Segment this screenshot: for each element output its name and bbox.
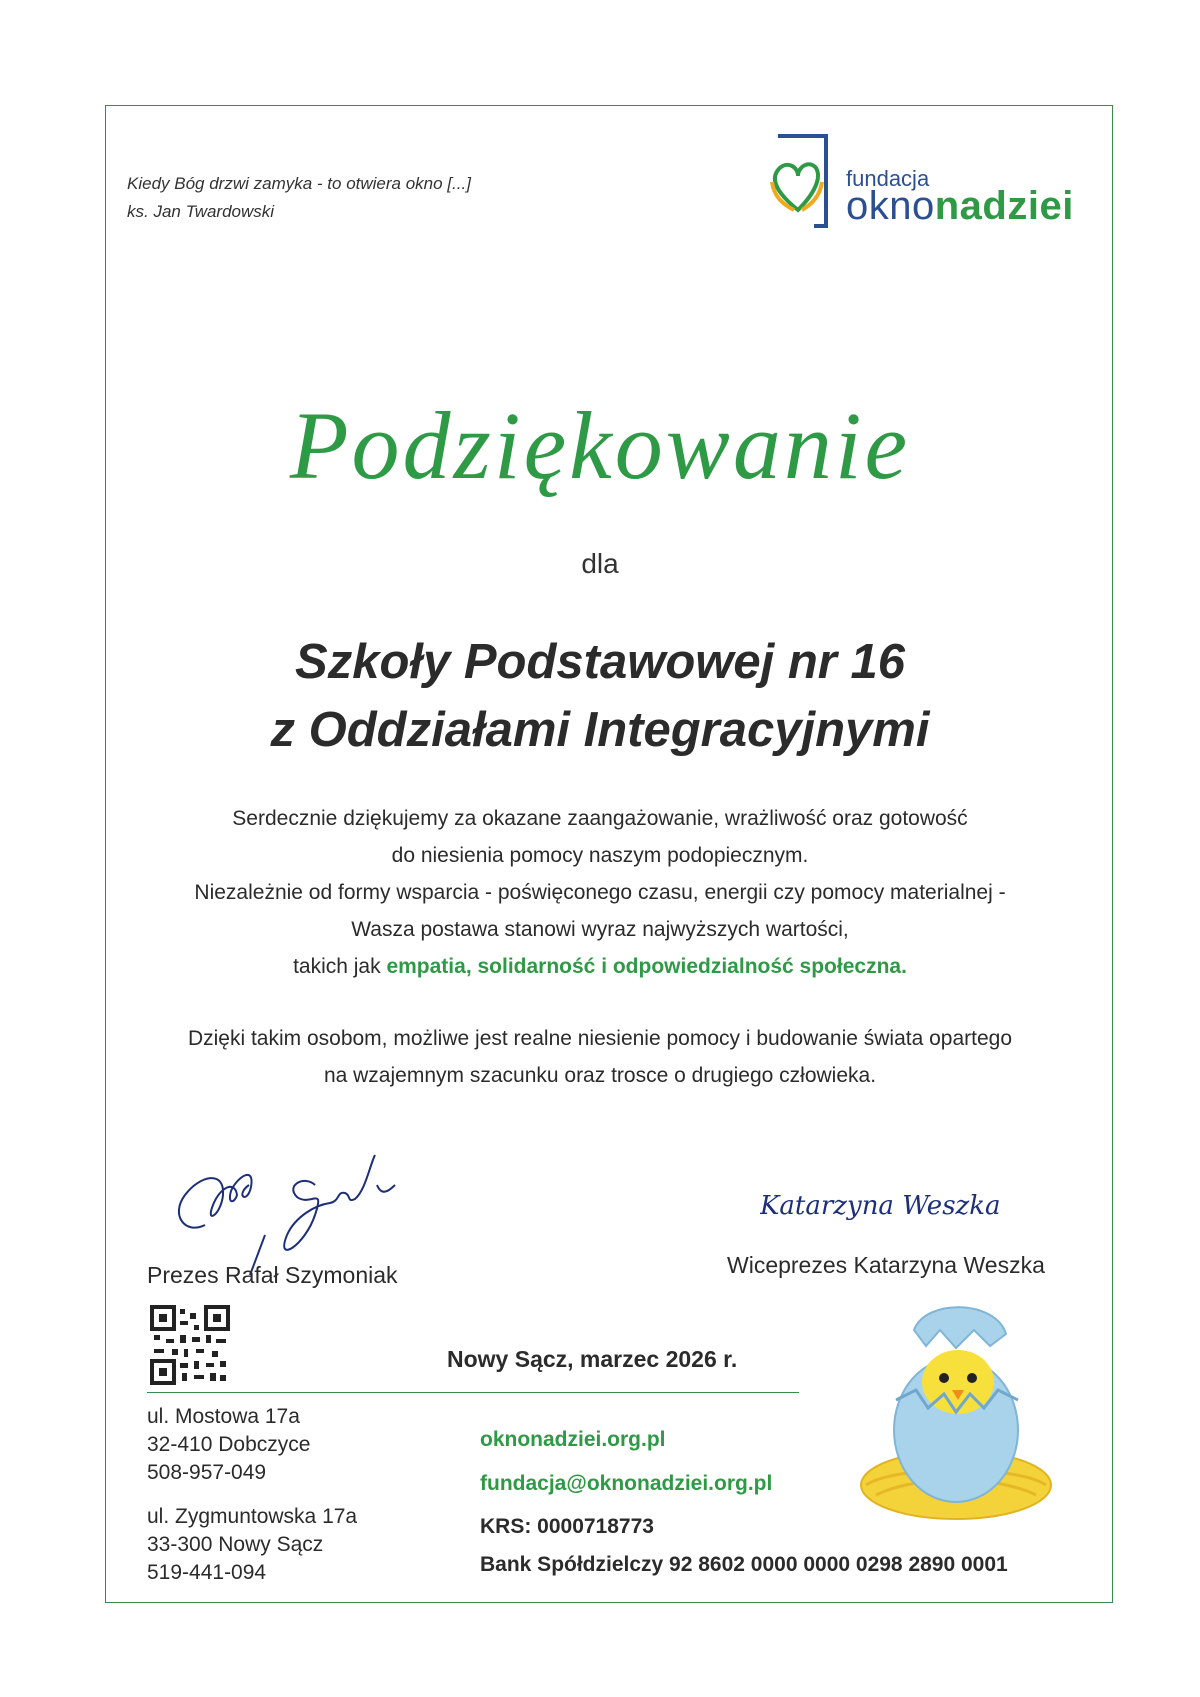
easter-chick-in-egg-illustration — [856, 1290, 1056, 1530]
place-and-date: Nowy Sącz, marzec 2026 r. — [447, 1346, 738, 1372]
vice-president-signature — [760, 1178, 1020, 1238]
thanks-line3: Niezależnie od formy wsparcia - poświęconego czasu, energii czy pomocy materialnej - — [194, 881, 1006, 904]
heart-hands-door-icon — [768, 132, 848, 232]
foundation-logo — [768, 132, 1088, 232]
quote-text: Kiedy Bóg drzwi zamyka - to otwiera okno [...] — [127, 174, 471, 193]
bank-account: Bank Spółdzielczy 92 8602 0000 0000 0298 2890 0001 — [480, 1553, 1008, 1576]
thanks-line4: Wasza postawa stanowi wyraz najwyższych wartości, — [351, 918, 849, 941]
logo-name-part2: nadziei — [934, 184, 1074, 228]
logo-name — [846, 184, 1074, 229]
for-label: dla — [581, 548, 619, 579]
vice-president-name: Wiceprezes Katarzyna Weszka — [727, 1252, 1045, 1278]
closing-paragraph — [0, 1020, 1200, 1094]
address-dobczyce — [147, 1403, 310, 1487]
recipient-name — [0, 628, 1200, 764]
recipient-line2: z Oddziałami Integracyjnymi — [270, 703, 930, 757]
footer-divider — [147, 1392, 799, 1393]
address-nowy-sacz-phone: 519-441-094 — [147, 1561, 267, 1584]
epigraph-quote — [127, 170, 471, 226]
logo-name-part1: okno — [846, 184, 935, 228]
logo-small-text: fundacja — [846, 166, 930, 191]
closing-line2: na wzajemnym szacunku oraz trosce o drugiego człowieka. — [323, 1064, 877, 1087]
values-highlight: empatia, solidarność i odpowiedzialność społeczna. — [386, 955, 907, 978]
address-nowy-sacz — [147, 1503, 357, 1587]
president-signature — [165, 1125, 465, 1275]
address-dobczyce-city: 32-410 Dobczyce — [147, 1433, 311, 1456]
vice-president-signature-text: Katarzyna Weszka — [760, 1191, 1001, 1221]
address-nowy-sacz-street: ul. Zygmuntowska 17a — [147, 1505, 358, 1528]
quote-author: ks. Jan Twardowski — [127, 202, 275, 221]
krs-number: KRS: 0000718773 — [480, 1515, 654, 1538]
email-link[interactable]: fundacja@oknonadziei.org.pl — [480, 1472, 773, 1495]
thanks-line2: do niesienia pomocy naszym podopiecznym. — [391, 844, 809, 867]
president-name: Prezes Rafał Szymoniak — [147, 1262, 398, 1288]
closing-line1: Dzięki takim osobom, możliwe jest realne niesienie pomocy i budowanie świata opartego — [187, 1027, 1013, 1050]
website-link[interactable]: oknonadziei.org.pl — [480, 1428, 666, 1451]
address-dobczyce-street: ul. Mostowa 17a — [147, 1405, 300, 1428]
recipient-line1: Szkoły Podstawowej nr 16 — [295, 635, 905, 689]
thanks-line1: Serdecznie dziękujemy za okazane zaangażowanie, wrażliwość oraz gotowość — [232, 807, 968, 830]
thanks-paragraph — [0, 800, 1200, 985]
thanks-line5-prefix: takich jak — [293, 955, 387, 978]
address-dobczyce-phone: 508-957-049 — [147, 1461, 267, 1484]
address-nowy-sacz-city: 33-300 Nowy Sącz — [147, 1533, 324, 1556]
certificate-title: Podziękowanie — [289, 392, 911, 499]
thanks-line5 — [0, 948, 1200, 985]
qr-code[interactable] — [150, 1305, 230, 1385]
